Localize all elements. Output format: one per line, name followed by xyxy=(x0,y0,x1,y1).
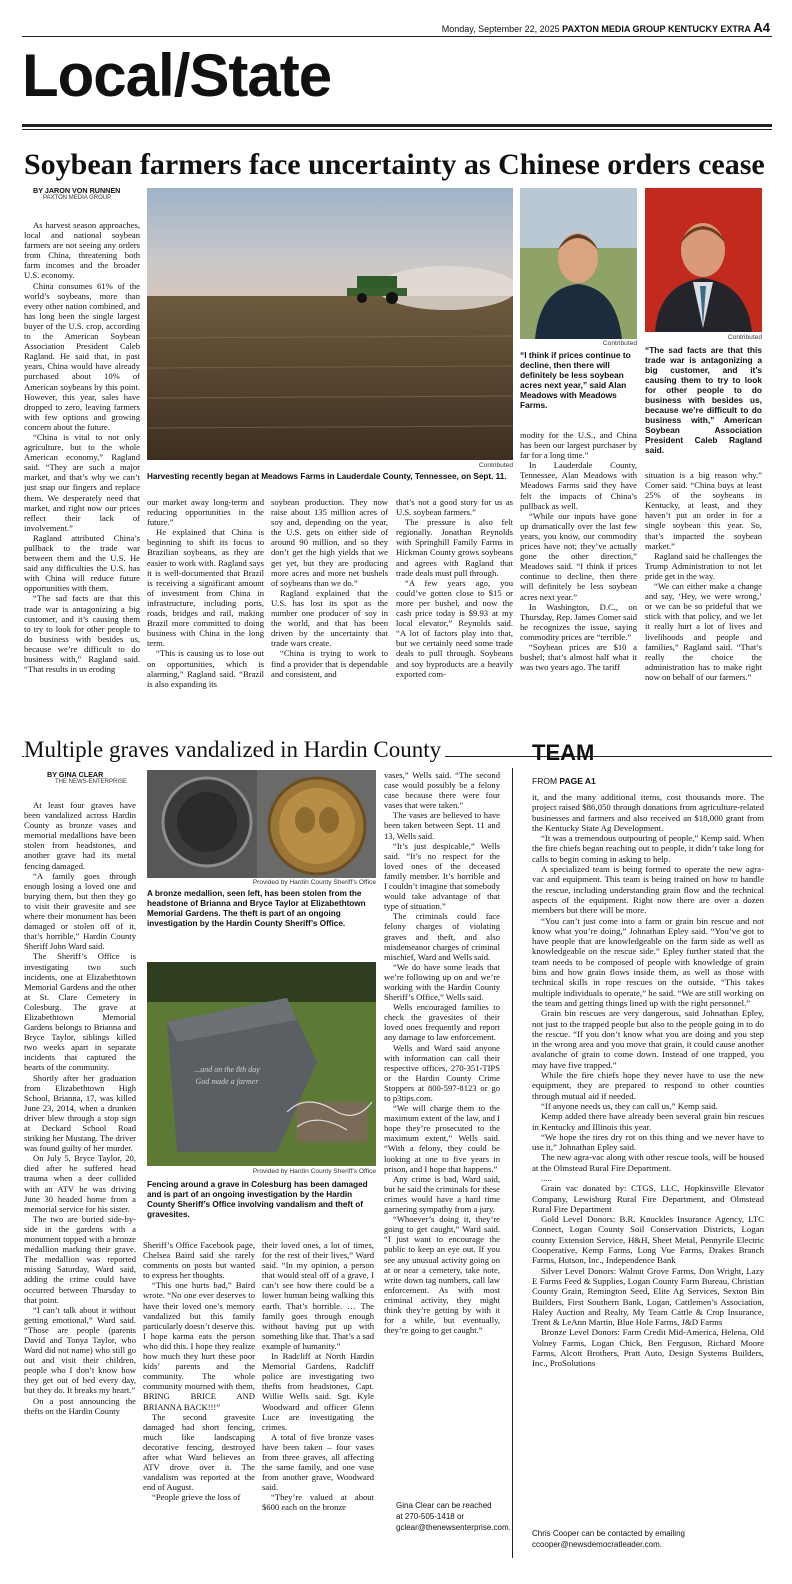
story2-col1-p4: Shortly after her graduation from Elizabethtown High School, Brianna, 17, was killed June 23, 2014, when a drunken driver blew through a stop sign at Deckard School Road striking her Mustang. The driver was found guilty of her murder. xyxy=(24,1072,136,1154)
section-title: Local/State xyxy=(22,42,332,109)
fence-photo xyxy=(147,962,376,1166)
story1-col5 xyxy=(520,430,637,750)
meadows-portrait xyxy=(520,188,637,339)
story3-body xyxy=(532,792,764,1520)
story3-p10: The new agra-vac along with other rescue tools, will be housed at the Olmstead Rural Fire Department. xyxy=(532,1152,764,1173)
story2-col3-p1: their loved ones, a lot of times, for the rest of their lives,” Ward said. “In my opinion, a person that would steal off of a grave, I can’t see how there could be a lower human being walking this earth. That’s horrible. … The family goes through enough without having put up with something like that. That’s a sad example of humanity.” xyxy=(262,1240,374,1351)
story2-col2-p3: The second gravesite damaged had short fencing, much like landscaping decorative fencing, destroyed after what Ward believes an ATV drove over it. The vandalism was reported at the end of August. xyxy=(143,1411,255,1493)
story2-col1 xyxy=(24,800,136,1546)
story1-col4-p1: that’s not a good story for us as U.S. soybean farmers.” xyxy=(396,497,513,518)
story2-col1-p8: On a post announcing the thefts on the Hardin County xyxy=(24,1395,136,1416)
story1-col5-p4: In Washington, D.C., on Thursday, Rep. James Comer said he recognizes the issue, saying commodity prices are “terrible.” xyxy=(520,601,637,642)
ragland-quote: “The sad facts are that this trade war is antagonizing a big customer, and it’s causing them to try to look for other people to do business with besides us, because we’re difficult to do business with,” American Soybean Association President Caleb Ragland said. xyxy=(645,345,762,455)
story2-col4-p7: Wells and Ward said anyone with information can call their respective offices, 270-351-TIPS or the Hardin County Crime Stoppers at 800-597-8123 or go to p3tips.com. xyxy=(384,1042,500,1103)
story2-col2 xyxy=(143,1240,255,1546)
story2-org: THE NEWS-ENTERPRISE xyxy=(55,779,128,785)
story2-col1-p1: At least four graves have been vandalized across Hardin County as bronze vases and memorial medallions have been stolen from headstones, and another grave had its metal fencing damaged. xyxy=(24,800,136,871)
story2-col1-p6: The two are buried side-by-side in the gardens with a monument topped with a bronze medallion marking their grave. The medallion was reported missing Saturday, Ward said, adding the crime could have occurred between Thursday to that point. xyxy=(24,1213,136,1305)
story1-col1-p2: China consumes 61% of the world’s soybeans, more than every other nation combined, and has long been the single largest buyer of the U.S. crop, according to the American Soybean Association President Caleb Ragland. He said that, in past years, China would have already purchased about 10% of American soybeans by this point. However, this year, sales have dropped to zero, leaving farmers with few options and growing concern about the future. xyxy=(24,280,140,432)
story1-col4 xyxy=(396,497,513,750)
story1-col5-p5: “Soybean prices are $10 a bushel; that’s almost half what it was two years ago. The tariff xyxy=(520,641,637,673)
fence-photo-caption: Fencing around a grave in Colesburg has been damaged and is part of an ongoing investigation by the Hardin County Sheriff’s Office involving vandalism and theft of gravesites. xyxy=(147,1180,368,1219)
folio-edition: KENTUCKY EXTRA xyxy=(668,24,751,34)
story1-byline: BY JARON VON RUNNEN xyxy=(33,186,121,195)
meadows-photo-credit: Contributed xyxy=(602,340,637,347)
story1-col6 xyxy=(645,470,762,750)
folio-page: A4 xyxy=(753,20,770,35)
story2-col3-p2: In Radcliff at North Hardin Memorial Gardens, Radcliff police are investigating two thefts from headstones, Capt. Willie Wells said. Sgt. Kyle Woodward and officer Glenn Luce are investigating the crimes. xyxy=(262,1351,374,1432)
medallion-photo-caption: A bronze medallion, seen left, has been stolen from the headstone of Brianna and Bryce Taylor at Elizabethtown Memorial Gardens. The theft is part of an ongoing investigation by the Hardin County Sheriff’s Office. xyxy=(147,889,366,928)
story1-col1-p5: “The sad facts are that this trade war is antagonizing a big customer, and it’s causing them to try to look for other people to do business with besides us, because we’re difficult to do business with,” Ragland said. “That results in us eroding xyxy=(24,593,140,675)
stone-inscription-1: ...and on the 8th day xyxy=(194,1065,260,1074)
medallion-photo-credit: Provided by Hardin County Sheriff’s Office xyxy=(252,879,376,886)
story3-headline: TEAM xyxy=(532,740,595,765)
story2-col4-p10: “Whoever’s doing it, they’re going to get caught,” Ward said. “I just want to encourage the public to keep an eye out. If you see any unusual activity going on at or near a cemetery, take note, write down tag numbers, call law enforcement. As with most criminal activity, they might think they’re getting by with it for a while, but eventually, they’re going to get caught.” xyxy=(384,1214,500,1336)
story2-col3 xyxy=(262,1240,374,1546)
story1-col1-p4: Ragland attributed China’s pullback to the trade war between them and the U.S. He said any difficulties the U.S. has with China will reduce future opportunities with them. xyxy=(24,532,140,594)
story2-col4-p2: The vases are believed to have been taken between Sept. 11 and 13, Wells said. xyxy=(384,810,500,841)
meadows-quote: “I think if prices continue to decline, then there will definitely be less soybean acres next year,” said Alan Meadows with Meadows Farms. xyxy=(520,350,631,410)
story2-col3-p3: A total of five bronze vases have been taken – four vases from three graves, all affecting the same family, and one vase from another grave, Woodward said. xyxy=(262,1431,374,1493)
story3-p1: it, and the many additional items, cost thousands more. The project raised $86,050 through donations from agriculture-related businesses and farmers and also received an $18,000 grant from the Kentucky State Ag Development. xyxy=(532,792,764,833)
story2-byline-block xyxy=(47,770,142,785)
story1-col2-p2: He explained that China is beginning to shift its focus to Brazilian soybeans, as they are easier to work with. Ragland says it is well-documented that Brazil is receiving a significant amount of investment from China in infrastructure, including ports, roads, bridges and rail, making Brazil more committed to doing business with China in the long term. xyxy=(147,527,264,649)
ragland-photo-credit: Contributed xyxy=(727,334,762,341)
story2-col1-p7: “I can’t talk about it without getting emotional,” Ward said. “Those are people (parents David and Tonya Taylor, who Ward did not name) who still go out and visit their children, people who I don’t know how they get out of bed every day, but they do. It breaks my heart.” xyxy=(24,1304,136,1396)
story2-col2-p4: “People grieve the loss of xyxy=(152,1492,241,1503)
story3-p4: “You can’t just come into a farm or grain bin rescue and not know what you’re doing,” Johnathan Epley said. “You’ve got to have people that are knowledgeable on the farm side as well as knowledgeable on the rescue side.” Epley further stated that the team needs to be composed of people with knowledge of grain bins and how grain flows inside them, as well as those with technical skills in rope rescues on the outside. “This takes multiple individuals to operate,” he said. “We are still working on the team and getting things lined up with the right personnel.” xyxy=(532,915,764,1008)
story3-p9: “We hope the tires dry rot on this thing and we never have to use it,” Johnathan Epley said. xyxy=(532,1131,764,1153)
story3-p14: Silver Level Donors: Walnut Grove Farms, Don Wright, Lazy E Farms Feed & Supplies, Logan County Farm Bureau, Christian County Grain, Remington Seed, Elite Ag Services, Sexton Bin Builders, First Southern Bank, Logan, Cattlemen’s Association, Haley Auction and Realty, My Team Cattle & Crop Insurance, Trent & LeAnn Martin, Blue Hole Farms, J&D Farms xyxy=(532,1265,764,1328)
folio-date: Monday, September 22, 2025 xyxy=(441,24,560,34)
story2-tagline: Gina Clear can be reached at 270-505-1418 or gclear@thenewsenterprise.com. xyxy=(396,1501,511,1532)
story1-col1-p3: “China is vital to not only agriculture, but to the whole American economy,” Ragland said. “They are such a major market, and that’s why we can’t just snap our fingers and replace them. We desperately need that market, and right now our prices reflect their lack of involvement.” xyxy=(24,431,140,533)
story2-col4-p6: Wells encouraged families to check the gravesites of their loved ones frequently and report any damage to law enforcement. xyxy=(384,1002,500,1043)
story1-col1 xyxy=(24,220,140,750)
story2-byline: BY GINA CLEAR xyxy=(47,770,104,779)
story1-col3-p1: soybean production. They now raise about 135 million acres of soy and, depending on the year, the U.S. gets on either side of around 90 million, and so they don’t get the high yields that we get yet, but they are producing more acres and more net bushels of soybeans than we do.” xyxy=(271,497,388,588)
story3-p5: Grain bin rescues are very dangerous, said Johnathan Epley, not just to the trapped people but also to the people going in to do the rescue. “If you don’t know what you are doing and you step in the wrong area and you move that grain, it could cause another avalanche of grain to come down. Instead of one trapped, you may have five trapped.” xyxy=(532,1008,764,1070)
story1-col5-p1: modity for the U.S., and China has been our largest purchaser by far for a long time.” xyxy=(520,430,637,461)
story1-org: PAXTON MEDIA GROUP xyxy=(43,195,112,201)
story3-p12: Grain vac donated by: CTGS, LLC, Hopkinsville Elevator Company, Lewisburg Rural Fire Department, and Olmstead Rural Fire Department xyxy=(532,1183,764,1214)
story1-col2-p3: “This is causing us to lose out on opportunities, which is alarming,” Ragland said. “Brazil is also expanding its xyxy=(147,648,264,689)
story2-col1-p2: “A family goes through enough losing a loved one and burying them, but then they go to visit their gravesite and see where their monument has been damaged or stolen off of it, that’s horrible,” Hardin County Sheriff John Ward said. xyxy=(24,870,136,952)
story2-col4-p4: The criminals could face felony charges of violating graves and theft, and also misdemeanor charges of criminal mischief, Ward and Wells said. xyxy=(384,911,500,962)
story1-col1-p1: As harvest season approaches, local and national soybean farmers are not seeing any orders from China, threatening both farm incomes and the broader U.S. economy. xyxy=(24,220,140,281)
story1-col5-p2: In Lauderdale County, Tennessee, Alan Meadows with Meadows Farms said they have felt the impacts of China’s pullback as well. xyxy=(520,460,637,511)
story2-col2-p2: “This one hurts bad,” Baird wrote. “No one ever deserves to have their loved one’s memory vandalized but this family particularly doesn’t deserve this. I hope karma eats the person who did this. I hope they realize how much they hurt these poor kids’ parents and the community. The whole community mourned with them, BRING BRICE AND BRIANNA BACK!!!” xyxy=(143,1280,255,1412)
harvest-photo xyxy=(147,188,513,460)
story2-col4-p5: “We do have some leads that we’re following up on and we’re working with the Hardin County Sheriff’s Office,” Wells said. xyxy=(384,961,500,1003)
story3-p2: “It was a tremendous outpouring of people,” Kemp said. When the fire chiefs began reaching out to people, it didn’t take long for calls to begin coming in asking to help. xyxy=(532,833,764,864)
story1-col3-p2: Ragland explained that the U.S. has lost its spot as the number one producer of soy in the world, and that has been driven by the uncertainty that trade wars create. xyxy=(271,587,388,649)
header-rule-top xyxy=(22,36,772,37)
story1-col6-p1: situation is a big reason why.” Comer said. “China buys at least 25% of the soybeans in Kentucky, at least, and they haven’t put an order in for a single soybean this year. So, that’s impacted the soybean market.” xyxy=(645,470,762,551)
story3-jump-prefix: FROM xyxy=(532,776,558,786)
header-rule-bottom-thin xyxy=(22,129,772,130)
story3-p13: Gold Level Donors: B.R. Knuckles Insurance Agency, LTC Connect, Logan County Soil Conservation Districts, Logan county Extension Service, H&H, Sheet Metal, Pennyrile Electric Cooperative, Kemp Farms, Long Vue Farms, Drakes Branch Farms, Hutson, Inc., Independence Bank xyxy=(532,1214,764,1266)
story3-p7: “If anyone needs us, they can call us,” Kemp said. xyxy=(541,1100,718,1111)
story2-col2-p1: Sheriff’s Office Facebook page, Chelsea Baird said she rarely comments on posts but wanted to express her thoughts. xyxy=(143,1240,255,1281)
story2-headline: Multiple graves vandalized in Hardin County xyxy=(24,736,445,764)
fence-photo-credit: Provided by Hardin County Sheriff’s Office xyxy=(252,1168,376,1175)
story2-col1-p3: The Sheriff’s Office is investigating two such incidents, one at Elizabethtown Memorial Gardens and the other at St. Clare Cemetery in Colesburg. The grave at Elizabethtown Memorial Gardens belongs to Brianna and Bryce Taylor, siblings killed two weeks apart in separate incidents that captured the hearts of the community. xyxy=(24,951,136,1073)
story1-col2-p1: our market away long-term and reducing opportunities in the future.” xyxy=(147,497,264,528)
story3-tagline: Chris Cooper can be contacted by emailing ccooper@newsdemocratleader.com. xyxy=(532,1529,685,1549)
story1-col3 xyxy=(271,497,388,750)
folio-publisher: PAXTON MEDIA GROUP xyxy=(562,24,666,34)
story2-col4-p9: Any crime is bad, Ward said, but he said the criminals for these crimes would have a hard time garnering sympathy from a jury. xyxy=(384,1173,500,1215)
stone-inscription-2: God made a farmer xyxy=(195,1077,259,1086)
story2-col4-p1: vases,” Wells said. “The second case would possibly be a felony case because there were four vases that were taken.” xyxy=(384,770,500,811)
header-rule-bottom xyxy=(22,124,772,127)
story1-col2 xyxy=(147,497,264,750)
harvest-photo-caption: Harvesting recently began at Meadows Farms in Lauderdale County, Tennessee, on Sept. 11. xyxy=(147,472,507,481)
ragland-portrait xyxy=(645,188,762,332)
story2-col4-p8: “We will charge them to the maximum extent of the law, and I hope they’re prosecuted to the maximum extent,” Wells said. “With a felony, they could be looking at one to five years in prison, and I hope that happens.” xyxy=(384,1103,500,1174)
story1-headline: Soybean farmers face uncertainty as Chinese orders cease xyxy=(24,148,765,181)
medallion-photo xyxy=(147,770,376,878)
story2-col1-p5: On July 5, Bryce Taylor, 20, died after he suffered head trauma when a deer collided with an ATV he was driving June 30 headed home from a memorial service for his sister. xyxy=(24,1153,136,1214)
folio-line xyxy=(442,20,770,35)
harvest-photo-credit: Contributed xyxy=(478,462,513,469)
story1-col5-p3: “While our inputs have gone up dramatically over the last few years, you know, our commodity prices have not; they’ve actually gone the other direction,” Meadows said. “I think if prices continue to decline, then there will definitely be less soybean acres next year.” xyxy=(520,510,637,602)
story3-jump-page: PAGE A1 xyxy=(559,776,596,786)
story2-col3-p4: “They’re valued at about $600 each on the bronze xyxy=(262,1492,374,1513)
story2-col4 xyxy=(384,770,500,1486)
story1-col4-p3: “A few years ago, you could’ve gotten close to $15 or more per bushel, and now the cash price today is $9.93 at my local elevator,” Reynolds said. “A lot of factors play into that, but we certainly need some trade deals to pull through. Soybeans and soy byproducts are a heavily exported com- xyxy=(396,577,513,679)
story3-p3: A specialized team is being formed to operate the new agra-vac and equipment. This team is being trained on how to handle the rescue, including understanding grain flow and the technical aspects of the equipment. Right now there are over a dozen members but there will be more. xyxy=(532,864,764,916)
story3-p15: Bronze Level Donors: Farm Credit Mid-America, Helena, Old Volney Farms, Logan Chick, Ben Ferguson, Richard Moore Farms, Alcott Brothers, Pratt Auto, Design Systems Builders, Inc., ProSolutions xyxy=(532,1327,764,1369)
story3-jumpline xyxy=(532,776,596,786)
story3-p8: Kemp added there have already been several grain bin rescues in Kentucky and Illinois this year. xyxy=(532,1111,764,1132)
story1-col3-p3: “China is trying to work to find a provider that is dependable and consistent, and xyxy=(271,648,388,679)
story1-byline-block xyxy=(33,186,143,201)
story1-col6-p2: Ragland said he challenges the Trump Administration to not let pride get in the way. xyxy=(645,550,762,581)
story3-p11: ..... xyxy=(541,1172,552,1183)
story1-col6-p3: “We can either make a change and say, ‘Hey, we were wrong,’ or we can be so prideful that we stick with that policy, and we let it really hurt a lot of lives and livelihoods and people and families,” Ragland said. “That’s really the choice the administration has to make right now on behalf of our farmers.” xyxy=(645,581,762,682)
story2-col4-p3: “It’s just despicable,” Wells said. “It’s no respect for the loved ones of the deceased family member. It’s horrible and I couldn’t imagine that somebody would take advantage of that type of situation.” xyxy=(384,840,500,912)
column-divider xyxy=(512,768,513,1558)
story1-col4-p2: The pressure is also felt regionally. Jonathan Reynolds with Springhill Family Farms in Hickman County grows soybeans and agrees with Ragland that trade deals must pull through. xyxy=(396,517,513,578)
story3-p6: While the fire chiefs hope they never have to use the new equipment, they are prepared to respond to other counties through mutual aid if needed. xyxy=(532,1070,764,1101)
